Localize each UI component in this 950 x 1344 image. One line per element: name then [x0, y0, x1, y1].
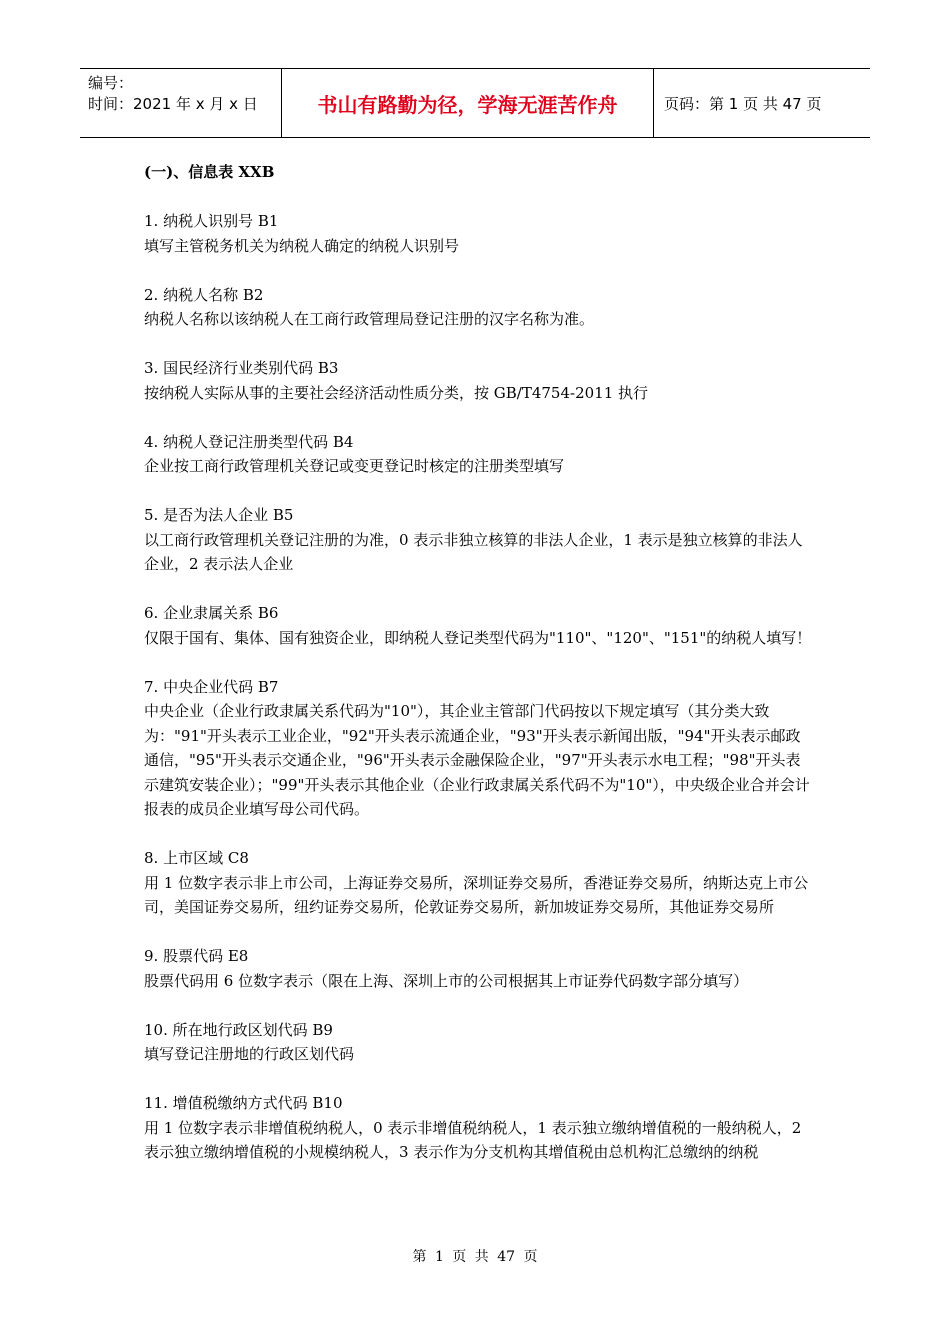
list-item: [144, 601, 814, 650]
item-title: 3. 国民经济行业类别代码 B3: [144, 359, 339, 377]
item-title: 4. 纳税人登记注册类型代码 B4: [144, 432, 354, 451]
item-title: 2. 纳税人名称 B2: [144, 285, 264, 304]
item-description: 股票代码用 6 位数字表示（限在上海、深圳上市的公司根据其上市证券代码数字部分填写）: [144, 971, 749, 990]
list-item: [144, 944, 814, 993]
document-number-label: 编号：: [88, 74, 134, 92]
item-title: 6. 企业隶属关系 B6: [144, 604, 279, 622]
item-title: 1. 纳税人识别号 B1: [144, 212, 279, 230]
item-title: 5. 是否为法人企业 B5: [144, 506, 294, 524]
item-list: [144, 209, 814, 1165]
document-body: [144, 160, 814, 1189]
header-page-info: 页码：第 1 页 共 47 页: [664, 94, 822, 113]
item-description: 以工商行政管理机关登记注册的为准，0 表示非独立核算的非法人企业，1 表示是独立核算的非法人企业，2 表示法人企业: [144, 530, 803, 573]
list-item: [144, 675, 814, 822]
list-item: [144, 283, 814, 332]
list-item: [144, 1091, 814, 1165]
list-item: [144, 846, 814, 920]
item-description: 中央企业（企业行政隶属关系代码为"10"），其企业主管部门代码按以下规定填写（其分类大致为："91"开头表示工业企业，"92"开头表示流通企业，"93"开头表示新闻出版，"94"开头表示邮政通信，"95"开头表示交通企业，"96"开头表示金融保险企业，"97"开头表示水电工程；"98"开头表示建筑安装企业）；"99"开头表示其他企业（企业行政隶属关系代码不为"10"），中央级企业合并会计报表的成员企业填写母公司代码。: [144, 702, 810, 818]
list-item: [144, 356, 814, 405]
list-item: [144, 503, 814, 577]
page-header: [80, 68, 870, 138]
page-footer: 第 1 页 共 47 页: [412, 1249, 538, 1265]
item-description: 用 1 位数字表示非增值税纳税人，0 表示非增值税纳税人，1 表示独立缴纳增值税的一般纳税人，2 表示独立缴纳增值税的小规模纳税人，3 表示作为分支机构其增值税由总机构汇总缴纳的纳税: [144, 1118, 802, 1161]
header-meta: [80, 69, 282, 137]
header-motto: 书山有路勤为径，学海无涯苦作舟: [282, 69, 654, 137]
item-description: 仅限于国有、集体、国有独资企业，即纳税人登记类型代码为"110"、"120"、"151"的纳税人填写！: [144, 628, 812, 647]
item-description: 按纳税人实际从事的主要社会经济活动性质分类，按 GB/T4754-2011 执行: [144, 383, 649, 402]
item-title: 10. 所在地行政区划代码 B9: [144, 1020, 333, 1039]
item-title: 9. 股票代码 E8: [144, 947, 249, 965]
document-date: 时间：2021 年 x 月 x 日: [88, 95, 258, 113]
item-description: 用 1 位数字表示非上市公司，上海证券交易所，深圳证券交易所，香港证券交易所，纳斯达克上市公司，美国证券交易所，纽约证券交易所，伦敦证券交易所，新加坡证券交易所，其他证券交易所: [144, 873, 809, 916]
list-item: [144, 430, 814, 479]
item-title: 8. 上市区域 C8: [144, 849, 249, 867]
item-description: 填写主管税务机关为纳税人确定的纳税人识别号: [144, 236, 460, 255]
item-description: 填写登记注册地的行政区划代码: [144, 1045, 355, 1063]
item-title: 7. 中央企业代码 B7: [144, 677, 279, 696]
item-description: 企业按工商行政管理机关登记或变更登记时核定的注册类型填写: [144, 457, 565, 475]
list-item: [144, 1018, 814, 1067]
list-item: [144, 209, 814, 258]
item-title: 11. 增值税缴纳方式代码 B10: [144, 1094, 343, 1112]
section-title: (一)、信息表 XXB: [144, 163, 275, 181]
item-description: 纳税人名称以该纳税人在工商行政管理局登记注册的汉字名称为准。: [144, 310, 595, 328]
